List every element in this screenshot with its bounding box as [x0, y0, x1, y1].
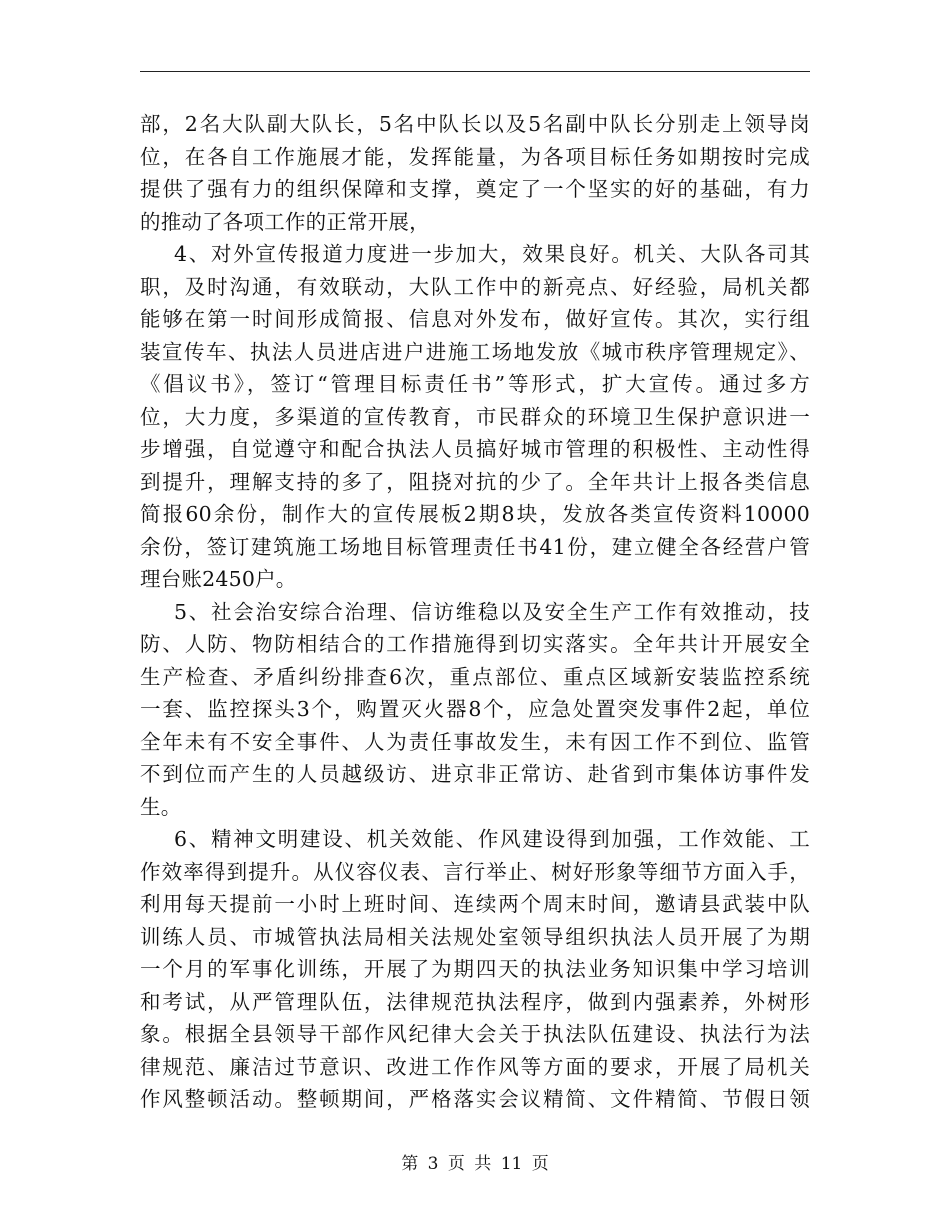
- text-line: 简报60余份，制作大的宣传展板2期8块，发放各类宣传资料10000: [140, 502, 810, 526]
- text-line: 5、社会治安综合治理、信访维稳以及安全生产工作有效推动，技: [174, 599, 810, 624]
- text-line: 训练人员、市城管执法局相关法规处室领导组织执法人员开展了为期: [140, 924, 810, 949]
- text-line: 全年未有不安全事件、人为责任事故发生，未有因工作不到位、监管: [140, 729, 810, 754]
- text-line: 作效率得到提升。从仪容仪表、言行举止、树好形象等细节方面入手，: [140, 859, 810, 884]
- text-line: 防、人防、物防相结合的工作措施得到切实落实。全年共计开展安全: [140, 632, 810, 656]
- page-footer: [0, 1152, 950, 1176]
- text-line: 位，在各自工作施展才能，发挥能量，为各项目标任务如期按时完成: [140, 144, 810, 169]
- text-line: 提供了强有力的组织保障和支撑，奠定了一个坚实的好的基础，有力: [140, 177, 810, 201]
- text-line: 作风整顿活动。整顿期间，严格落实会议精简、文件精简、节假日领: [140, 1087, 810, 1111]
- text-line: 的推动了各项工作的正常开展，: [140, 209, 430, 234]
- text-line: 部，2名大队副大队长，5名中队长以及5名副中队长分别走上领导岗: [140, 112, 810, 136]
- text-line: 律规范、廉洁过节意识、改进工作作风等方面的要求，开展了局机关: [140, 1054, 810, 1079]
- text-line: 4、对外宣传报道力度进一步加大，效果良好。机关、大队各司其: [174, 242, 810, 266]
- text-line: 职，及时沟通，有效联动，大队工作中的新亮点、好经验，局机关都: [140, 274, 810, 299]
- text-line: 生产检查、矛盾纠纷排查6次，重点部位、重点区域新安装监控系统: [140, 664, 810, 689]
- text-line: 能够在第一时间形成简报、信息对外发布，做好宣传。其次，实行组: [140, 307, 810, 331]
- text-line: 位，大力度，多渠道的宣传教育，市民群众的环境卫生保护意识进一: [140, 404, 810, 429]
- text-line: 到提升，理解支持的多了，阻挠对抗的少了。全年共计上报各类信息: [140, 469, 810, 494]
- text-line: 步增强，自觉遵守和配合执法人员搞好城市管理的积极性、主动性得: [140, 437, 810, 461]
- text-line: 象。根据全县领导干部作风纪律大会关于执法队伍建设、执法行为法: [140, 1022, 810, 1046]
- text-line: 6、精神文明建设、机关效能、作风建设得到加强，工作效能、工: [174, 827, 810, 851]
- text-line: 一个月的军事化训练，开展了为期四天的执法业务知识集中学习培训: [140, 957, 810, 981]
- text-line: 不到位而产生的人员越级访、进京非正常访、赴省到市集体访事件发: [140, 762, 810, 786]
- text-line: 装宣传车、执法人员进店进户进施工场地发放《城市秩序管理规定》、: [140, 339, 810, 364]
- text-line: 一套、监控探头3个，购置灭火器8个，应急处置突发事件2起，单位: [140, 697, 810, 721]
- document-body: [140, 108, 810, 1116]
- text-line: 《倡议书》，签订“管理目标责任书”等形式，扩大宣传。通过多方: [140, 372, 810, 396]
- text-line: 和考试，从严管理队伍，法律规范执法程序，做到内强素养，外树形: [140, 989, 810, 1014]
- text-line: 利用每天提前一小时上班时间、连续两个周末时间，邀请县武装中队: [140, 892, 810, 916]
- page-number-label: 第 3 页 共 11 页: [401, 1154, 549, 1174]
- header-rule: [140, 71, 810, 72]
- text-line: 理台账2450户。: [140, 567, 297, 591]
- text-line: 生。: [140, 794, 182, 819]
- text-line: 余份，签订建筑施工场地目标管理责任书41份，建立健全各经营户管: [140, 534, 810, 559]
